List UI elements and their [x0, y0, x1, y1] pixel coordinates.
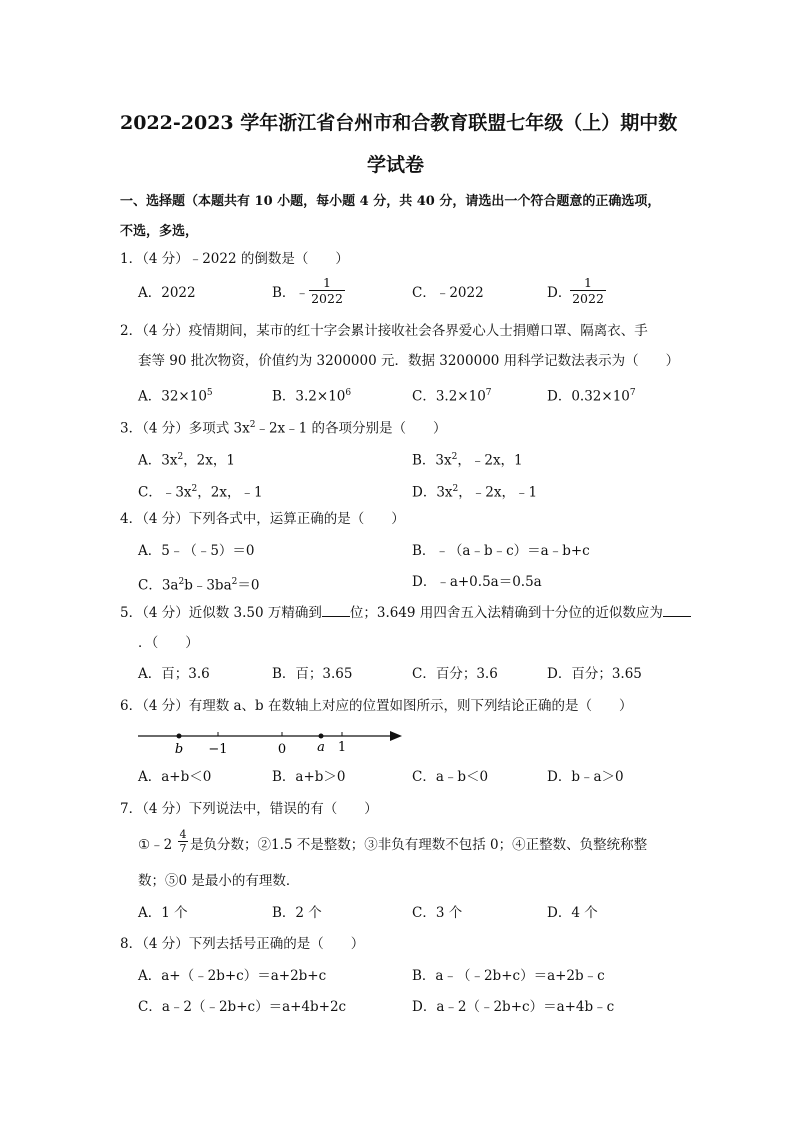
q3-option-c: C．$﹣3x^2$，2x，﹣1: [138, 484, 263, 501]
q7-option-b: B．2 个: [272, 905, 322, 921]
q3-option-a: A．$3x^2$，2x，1: [138, 452, 235, 469]
q5-option-c: C．百分；3.6: [412, 666, 498, 682]
page-title-line1: 2022-2023 学年浙江省台州市和合教育联盟七年级（上）期中数: [120, 112, 678, 134]
axis-label-b: b: [174, 742, 184, 757]
q6-option-a: A．a+b＜0: [138, 769, 212, 785]
q5-option-d: D．百分；3.65: [547, 666, 642, 682]
q8-option-d: D．a﹣2（﹣2b+c）＝a+4b﹣c: [412, 999, 615, 1015]
question-3-stem: 3．（4 分）多项式 $3x^2﹣2x﹣1$ 的各项分别是（ ）: [120, 420, 447, 437]
question-6-stem: 6．（4 分）有理数 a、b 在数轴上对应的位置如图所示，则下列结论正确的是（ ）: [120, 698, 633, 714]
question-4-stem: 4．（4 分）下列各式中，运算正确的是（ ）: [120, 511, 405, 527]
point-b: [177, 734, 182, 739]
blank-1: [322, 604, 350, 617]
q7-statement-line1-start: ①﹣2: [138, 837, 173, 853]
q7-statement-line1: 是负分数；②1.5 不是整数；③非负有理数不包括 0；④正整数、负整统称整: [190, 837, 648, 853]
q1-option-a: A．2022: [138, 285, 196, 301]
q8-option-b: B．a﹣（﹣2b+c）＝a+2b﹣c: [412, 968, 605, 984]
axis-label-1: 1: [337, 740, 347, 755]
q8-option-c: C．a﹣2（﹣2b+c）＝a+4b+2c: [138, 999, 347, 1015]
q7-option-a: A．1 个: [138, 905, 188, 921]
q6-option-c: C．a﹣b＜0: [412, 769, 489, 785]
question-5-stem: 5．（4 分）近似数 3.50 万精确到 位；3.649 用四舍五入法精确到十分位的近似数应为: [120, 604, 691, 622]
blank-2: [663, 604, 691, 617]
q5-option-a: A．百；3.6: [138, 666, 210, 682]
q1-option-d: D．: [547, 285, 572, 301]
question-2-stem: 2．（4 分）疫情期间，某市的红十字会累计接收社会各界爱心人士捐赠口罩、隔离衣、手: [120, 323, 648, 339]
q4-option-a: A．5﹣（﹣5）＝0: [138, 543, 255, 559]
axis-label-a: a: [317, 740, 325, 755]
q3-option-d: D．$3x^2$，﹣2x，﹣1: [412, 484, 538, 501]
section-heading: 一、选择题（本题共有 10 小题，每小题 4 分，共 40 分，请选出一个符合题意的正确选项，: [120, 194, 661, 209]
question-5-stem-cont: ．（ ）: [138, 635, 199, 651]
q7-statement-line2: 数；⑤0 是最小的有理数．: [138, 873, 300, 889]
q4-option-d: D．﹣a+0.5a＝0.5a: [412, 574, 542, 590]
axis-label-neg1: −1: [208, 742, 228, 757]
q2-option-a: A．$32\times 10^5$: [138, 388, 213, 405]
q7-option-c: C．3 个: [412, 905, 463, 921]
q8-option-a: A．a+（﹣2b+c）＝a+2b+c: [138, 968, 327, 984]
q1-option-b: B．﹣: [272, 285, 309, 301]
q3-option-b: B．$3x^2$，﹣2x，1: [412, 452, 523, 469]
q5-option-b: B．百；3.65: [272, 666, 353, 682]
q4-option-b: B．﹣（a﹣b﹣c）＝a﹣b+c: [412, 543, 590, 559]
q1-option-b-fraction: $\frac{1}{2022}$: [309, 275, 345, 306]
question-2-stem-cont: 套等 90 批次物资，价值约为 3200000 元．数据 3200000 用科学记数法表示为（ ）: [138, 353, 680, 369]
q2-option-b: B．$3.2\times 10^6$: [272, 388, 352, 405]
section-heading-cont: 不选，多选，: [120, 224, 199, 239]
q7-option-d: D．4 个: [547, 905, 598, 921]
page-title-line2: 学试卷: [367, 154, 425, 176]
q6-option-b: B．a+b＞0: [272, 769, 346, 785]
q1-option-d-fraction: $\frac{1}{2022}$: [570, 275, 606, 306]
q6-option-d: D．b﹣a＞0: [547, 769, 624, 785]
question-7-stem: 7．（4 分）下列说法中，错误的有（ ）: [120, 801, 378, 817]
q2-option-d: D．$0.32\times 10^7$: [547, 388, 636, 405]
q1-option-c: C．﹣2022: [412, 285, 484, 301]
q4-option-c: C．$3a^2b﹣3ba^2=0$: [138, 577, 260, 594]
number-line: [130, 724, 410, 758]
axis-label-0: 0: [277, 742, 287, 757]
q2-option-c: C．$3.2\times 10^7$: [412, 388, 492, 405]
question-8-stem: 8．（4 分）下列去括号正确的是（ ）: [120, 936, 365, 952]
point-a: [319, 734, 324, 739]
question-1-stem: 1．（4 分）﹣2022 的倒数是（ ）: [120, 251, 349, 267]
q7-fraction: $\frac{4}{7}$: [179, 828, 187, 855]
